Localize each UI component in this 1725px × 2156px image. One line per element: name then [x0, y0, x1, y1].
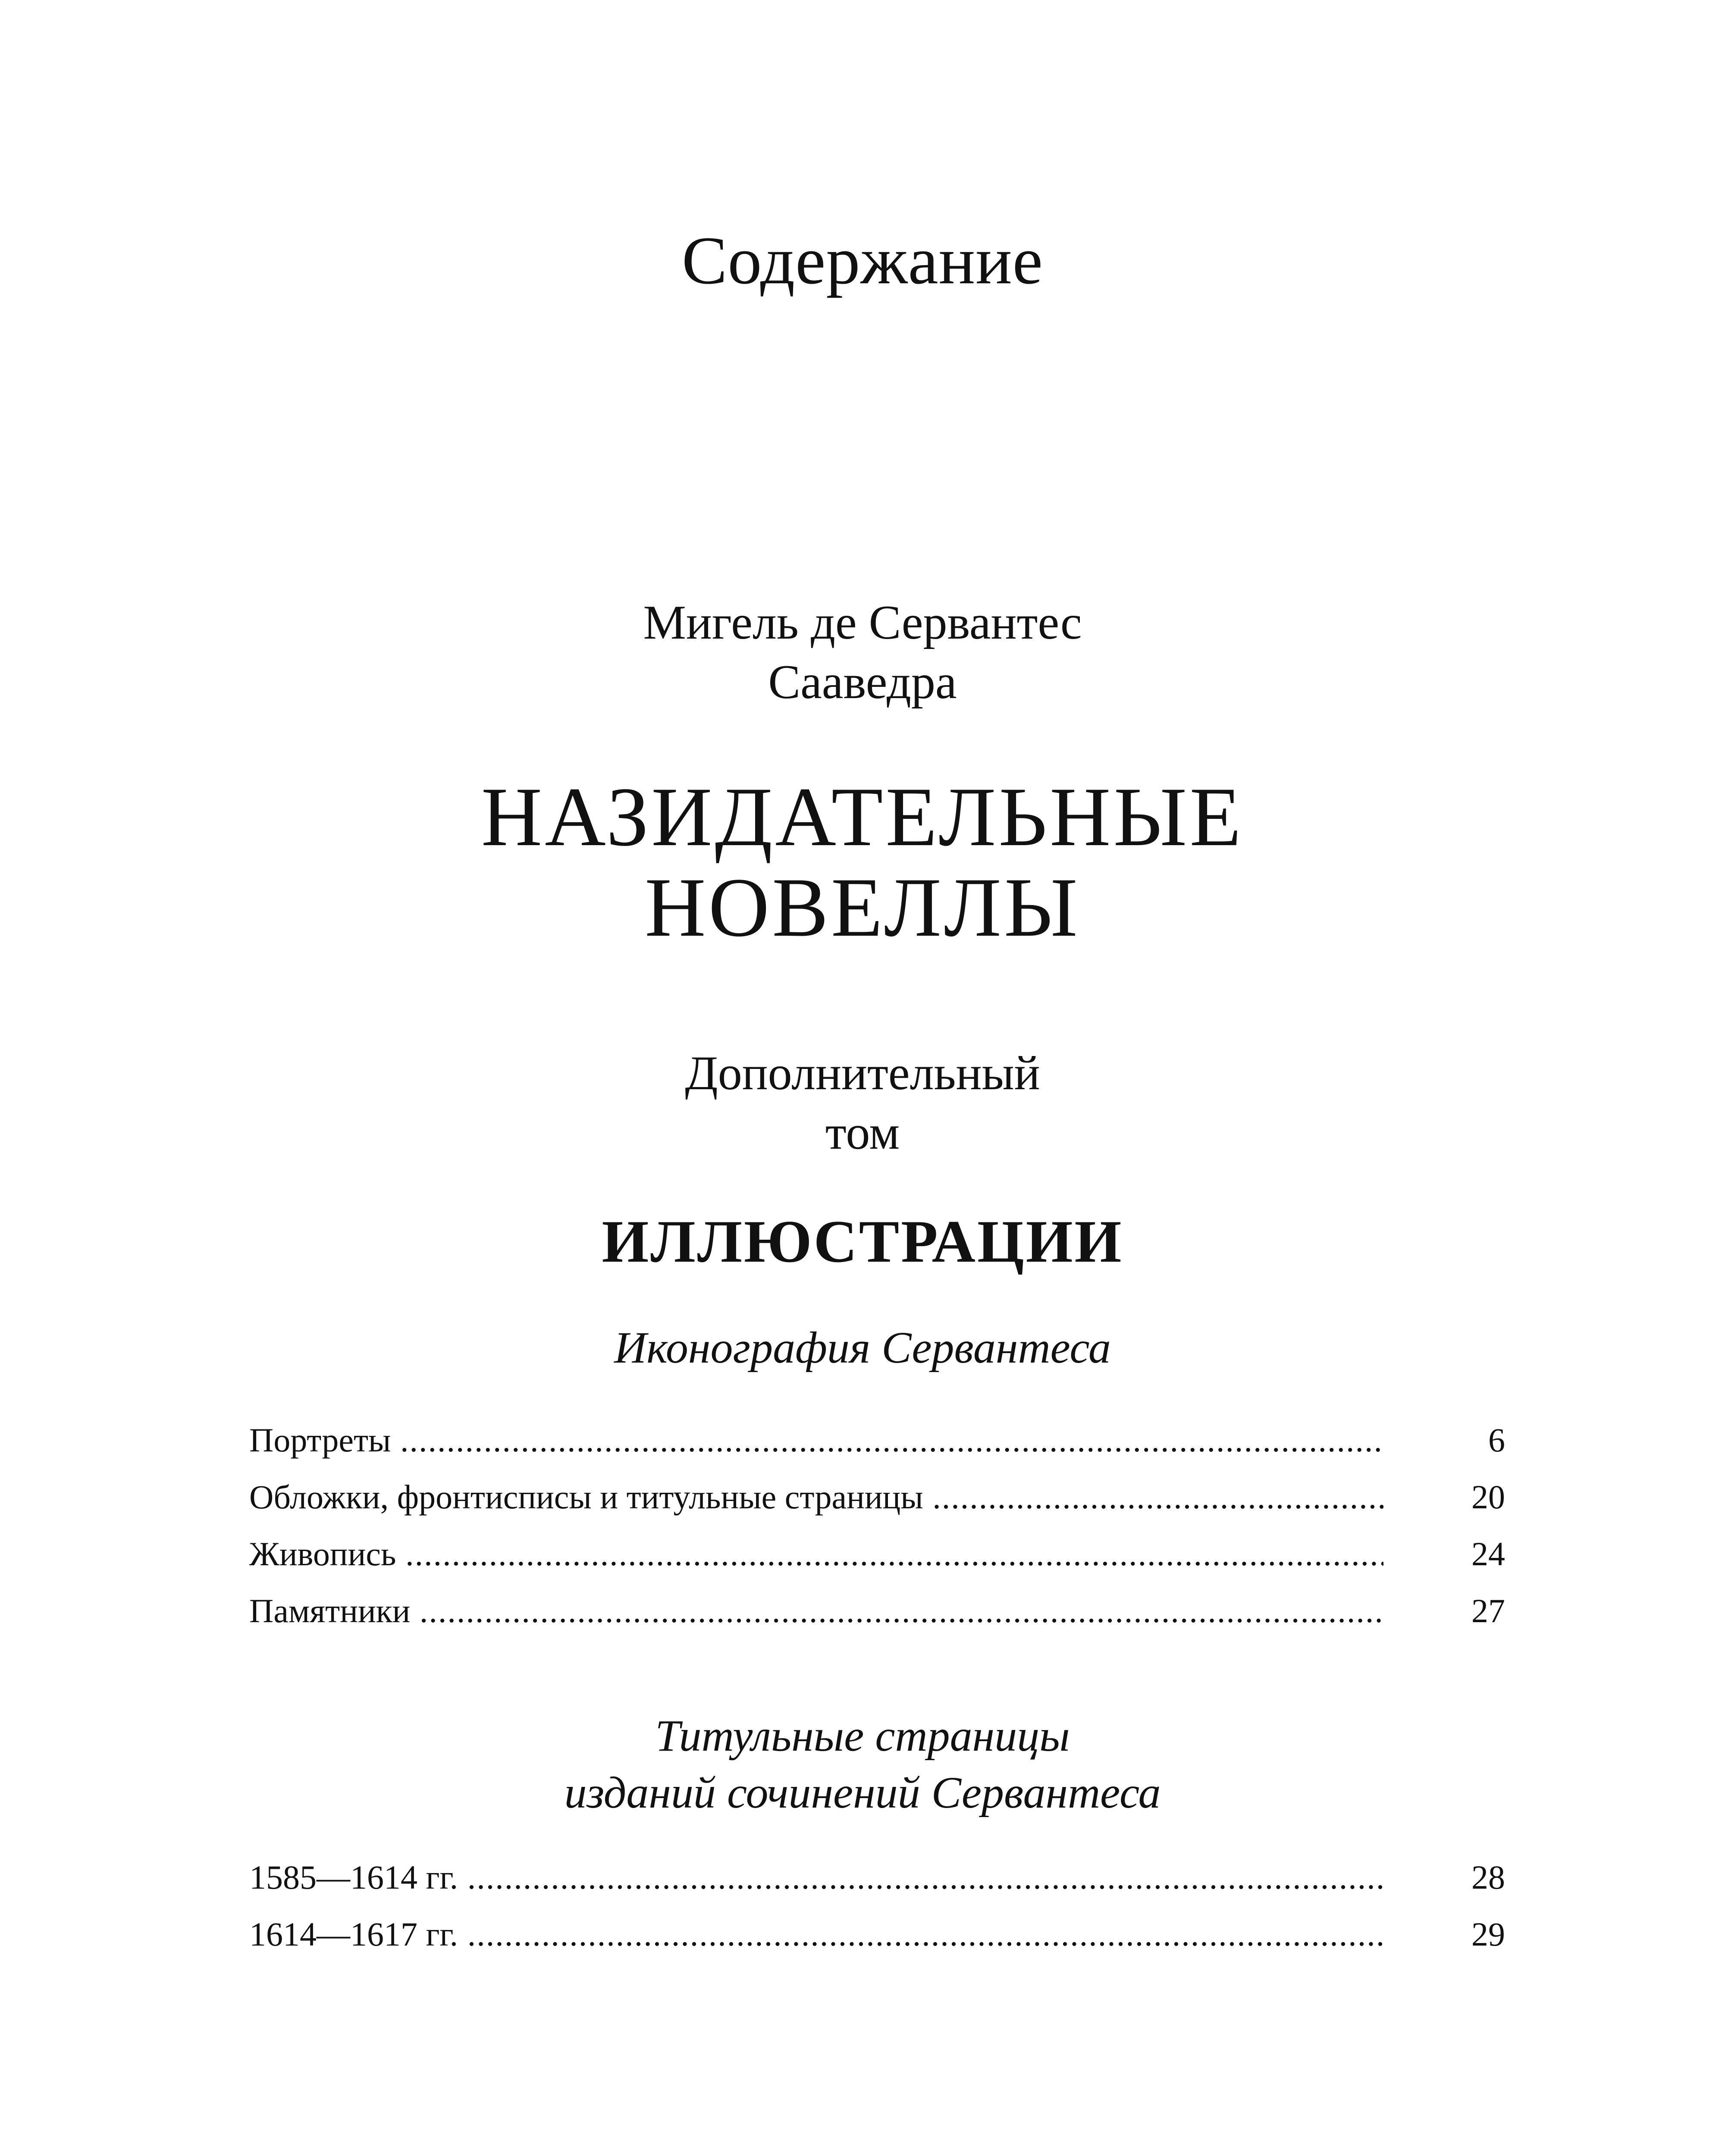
author-name [0, 593, 1725, 712]
section-title-line-1: Титульные страницы [655, 1711, 1070, 1761]
section-title-iconography: Иконография Сервантеса [614, 1323, 1111, 1373]
book-title-line-2: НОВЕЛЛЫ [645, 861, 1080, 954]
toc-page-number: 28 [1471, 1858, 1505, 1896]
book-title [0, 772, 1725, 953]
toc-entry-label: 1614—1617 гг. ..... [249, 1913, 1383, 1956]
section-title-line-2: изданий сочинений Сервантеса [564, 1768, 1161, 1818]
toc-page-number: 29 [1471, 1915, 1505, 1953]
toc-page-number: 6 [1488, 1421, 1505, 1459]
contents-heading: Содержание [682, 223, 1043, 298]
toc-page-number: 20 [1471, 1478, 1505, 1516]
toc-row[interactable] [249, 1476, 1505, 1519]
toc-row[interactable] [249, 1589, 1505, 1633]
toc-entry-label: 1585—1614 гг. ..... [249, 1856, 1383, 1899]
toc-row[interactable] [249, 1419, 1505, 1462]
volume-line-1: Дополнительный [685, 1047, 1040, 1100]
volume-label [0, 1044, 1725, 1163]
section-title-title-pages [0, 1708, 1725, 1821]
toc-entry-label: Портреты ..... [249, 1419, 1383, 1462]
toc-entry-label: Живопись ..... [249, 1532, 1383, 1576]
toc-page-number: 27 [1471, 1592, 1505, 1630]
toc-row[interactable] [249, 1856, 1505, 1899]
toc-page-number: 24 [1471, 1535, 1505, 1573]
book-title-line-1: НАЗИДАТЕЛЬНЫЕ [481, 770, 1244, 864]
author-line-2: Сааведра [768, 655, 957, 709]
volume-line-2: том [825, 1106, 900, 1159]
toc-row[interactable] [249, 1913, 1505, 1956]
toc-entry-label: Памятники ..... [249, 1589, 1383, 1633]
author-line-1: Мигель де Сервантес [643, 596, 1082, 649]
illustrations-heading: ИЛЛЮСТРАЦИИ [602, 1208, 1123, 1275]
toc-row[interactable] [249, 1532, 1505, 1576]
toc-entry-label: Обложки, фронтисписы и титульные страницы ..... [249, 1476, 1383, 1519]
